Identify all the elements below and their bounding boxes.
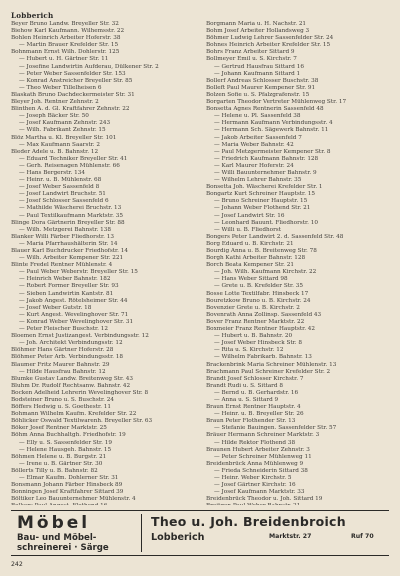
directory-entry: — Hermann Sch. Sägewerk Bahnstr. 11 (214, 127, 329, 134)
directory-entry: Blöhmer Peter Arb. Verbindungsstr. 18 (11, 354, 124, 361)
directory-entry: Böhm Anna Buchhaltgh. Friedhofstr. 19 (11, 432, 126, 439)
directory-entry: Bohnes Heinrich Arbeiter Krefelder Str. 15 (206, 42, 331, 49)
directory-entry: Braun Peter Flothender Str. 13 (206, 418, 296, 425)
ad-subline-2: schreinerei · Särge (17, 543, 109, 553)
directory-entry: Bohrs Franz Arbeiter Sittard 9 (206, 49, 295, 56)
directory-entry: — Anna u. S. Sittard 9 (214, 396, 279, 403)
directory-entry: — Eduard Techniker Breyeller Str. 41 (19, 155, 128, 162)
directory-entry: Bongartz Kurt Schreiner Hauptstr. 15 (206, 191, 315, 198)
directory-entry: — Josef Weber Sassenfeld 8 (19, 184, 100, 191)
directory-entry: — Joh. Architekt Verbindungsstr. 12 (19, 340, 123, 347)
directory-entry: Bongers Peter Landwirt 2. d. Sassenfeld Str. 48 (206, 233, 344, 240)
directory-entry: Bolleft Paul Maurer Kempener Str. 91 (206, 84, 316, 91)
directory-entry: Biehow Karl Kaufmann. Wilhemsstr. 22 (11, 28, 125, 35)
directory-entry: — Josef Gärtner Kirchstr. 16 (214, 482, 296, 489)
ad-title: Möbel (17, 513, 91, 533)
directory-entry: — Rita u. S. Kirchstr. 12 (214, 347, 284, 354)
directory-entry: — Hans Bergerstr. 134 (19, 169, 85, 176)
directory-entry: — Josef Landwirt Bruchstr. 51 (19, 191, 106, 198)
directory-entry: Brandt Josef Schlosser Kirchstr. 7 (206, 375, 304, 382)
directory-entry: Beyer Bruno Landw. Breyeller Str. 32 (11, 21, 119, 27)
directory-entry: — Paul Textilkaufmann Marktstr. 35 (19, 212, 123, 219)
directory-entry: — Wilhelm Lehrer Bahnstr. 35 (214, 177, 302, 184)
directory-entry (206, 503, 391, 505)
directory-entry: Bohlen Heinrich Arbeiter Hoferstr. 38 (11, 35, 121, 42)
directory-entry: — Willi Bauunternehmer Bahnstr. 9 (214, 169, 317, 176)
directory-entry: — Heinr. u. B. Mühlenstr. 68 (19, 177, 102, 184)
ad-contact-row (151, 532, 389, 550)
directory-entry: Böhlicker Oswald Textilwarenh. Breyeller Str. 63 (11, 418, 153, 425)
directory-entry: — Stefanie Bauingen. Sassenfelder Str. 57 (214, 425, 337, 432)
directory-entry: — Hermann Kaufmann Verbindungsstr. 4 (214, 120, 333, 127)
directory-entry: — Kurt Angest. Wevelinghover Str. 71 (19, 311, 129, 318)
directory-entry: — Konrad Anstreicher Breyeller Str. 85 (19, 77, 133, 84)
directory-entry: — Friedrich Kaufmann Bahnstr. 128 (214, 155, 319, 162)
ad-right-block (151, 514, 389, 550)
directory-entry: Bleder Adele u. B. Bahnstr. 12 (11, 148, 99, 155)
directory-entry: — Paul Weber Weberstr. Breyeller Str. 15 (19, 269, 138, 276)
page-number: 242 (11, 561, 23, 568)
directory-entry: Böltiker Leo Bauunternehmer Mühlenstr. 4 (11, 496, 136, 503)
directory-entry: Böhmer Ludwig Lehrer Sassenfelder Str. 24 (206, 35, 334, 42)
directory-entry: Bonsetta Agnes Rentnerin Sassenfeld 48 (206, 106, 324, 113)
directory-entry: — Frieda Schneiderin Sittard 38 (214, 467, 308, 474)
advertisement-box (11, 510, 389, 556)
directory-entry: Borch Beata Kempener Str. 21 (206, 262, 294, 269)
directory-entry: Bonsetta Joh. Wäscherei Krefelder Str. 1 (206, 184, 323, 191)
directory-entry: Borgmann Maria u. H. Nachstr. 21 (206, 21, 307, 27)
directory-entry: Boxmeier Franz Rentner Hauptstr. 42 (206, 326, 316, 333)
directory-entry: Blöhmer Hans Gärtner Hoferstr. 28 (11, 347, 114, 354)
directory-entry: Bollerf Andreas Schlosser Buschstr. 38 (206, 77, 319, 84)
directory-entry: Blauer Karl Buchdrucker Friedhofstr. 14 (11, 248, 129, 254)
directory-entry: — Heinr. u. B. Breyeller Str. 26 (214, 411, 304, 418)
directory-entry: Borgh Kathi Arbeiter Bahnstr. 128 (206, 255, 306, 262)
directory-entry: — Elly u. S. Sassenfelder Str. 19 (19, 439, 112, 446)
directory-entry: Blanker Willi Färber Fliedhorstr. 13 (11, 233, 114, 240)
directory-entry: — Karl Maurer Hoferstr. 24 (214, 162, 294, 169)
ad-subline-1: Bau- und Möbel- (17, 533, 97, 543)
directory-entry: Bleyer Joh. Rentner Zehnstr. 2 (11, 99, 99, 106)
directory-entry: — Peter Fleischer Buschstr. 12 (19, 326, 108, 333)
directory-entry: — Max Kaufmann Saarstr. 2 (19, 141, 100, 148)
directory-entry: Bräuer Hermann Schreiner Marktstr. 3 (206, 432, 320, 439)
directory-entry: — Wilh. Fabrikant Zehnstr. 15 (19, 127, 106, 134)
directory-entry: — Grete u. B. Krefelder Str. 35 (214, 283, 303, 290)
directory-entry: Bover Franz Rentner Marktstr. 22 (206, 318, 305, 325)
directory-entry: — Bruno Schreiner Hauptstr. 15 (214, 198, 308, 205)
directory-entry: — Jakob Angest. Rötelsheimer Str. 44 (19, 297, 128, 304)
directory-entry: — Mathilde Wäscherei Bruchstr. 13 (19, 205, 122, 212)
directory-entry: Bluhm Dr. Rudolf Rechtsanw. Bahnstr. 42 (11, 382, 131, 389)
directory-entry: Böhmen Helene u. B. Burgstr. 21 (11, 453, 107, 460)
directory-entry: Bohmann Wilhelm Kaufm. Krefelder Str. 22 (11, 411, 137, 418)
left-column (11, 21, 196, 505)
directory-entry (11, 503, 196, 505)
directory-entry: Blaumer Fritz Maurer Bahnstr. 29 (11, 361, 110, 368)
directory-entry: Bourdig Anna u. B. Breitenweg Str. 78 (206, 248, 317, 254)
directory-entry: — Jakob Arbeiter Sassenfeld 7 (214, 134, 302, 141)
directory-entry: Borg Eduard u. B. Kirchstr. 21 (206, 240, 294, 247)
directory-entry: — Josef Schlosser Sassenfeld 6 (19, 198, 109, 205)
page-heading: Lobberich (11, 11, 54, 20)
directory-entry: Blöz Martha u. Kl. Breyeller Str. 101 (11, 134, 117, 141)
directory-entry: Bovenzier Grete u. B. Kirchstr. 2 (206, 304, 300, 311)
directory-entry: Bosse Lotte Textilfabr. Hinsbeck 17 (206, 290, 309, 297)
directory-entry: Blumke Gustav Landw. Breitenweg Str. 43 (11, 375, 133, 382)
directory-entry: — Hubert u. B. Bahnstr. 20 (214, 333, 293, 340)
directory-entry: Bloemen Ernst Justizangest. Verbindungsstr. 12 (11, 333, 149, 340)
directory-entry: — Gerh. Reisenagen Mühlenstr. 66 (19, 162, 120, 169)
directory-entry: — Sieben Landwirtin Kantstr. 81 (19, 290, 114, 297)
directory-entry: — Joh. Wilh. Kaufmann Kirchstr. 22 (214, 269, 317, 276)
directory-entry: Böffers Hedwig u. S. Goethestr. 11 (11, 404, 111, 411)
ad-company-name: Theo u. Joh. Breidenbroich (151, 514, 346, 529)
directory-entry: Bohnmann Ernst Wilh. Dohlerstr. 125 (11, 49, 120, 56)
directory-entry: — Wilh. Metzgerei Bahnstr. 138 (19, 226, 112, 233)
directory-entry: Bonsmann Johann Färber Hinsbeck 89 (11, 482, 123, 489)
directory-entry: — Wilh. Arbeiter Kempener Str. 221 (19, 255, 124, 262)
ad-street: Marktstr. 27 (269, 533, 312, 540)
directory-entry: — Leonhard Bauunt. Fliedhorstr. 10 (214, 219, 318, 226)
directory-entry: Brachmann Paul Schreiner Krefelder Str. 2 (206, 368, 331, 375)
directory-entry: Braun Ernst Rentner Hauptstr. 4 (206, 404, 301, 411)
directory-entry: — Josefine Landwirtin Aufderau, Dülkener Str. 2 (19, 63, 159, 70)
directory-entry: Bohm Josef Arbeiter Hollandsweg 3 (206, 28, 310, 35)
ad-divider (141, 514, 142, 552)
directory-entry: — Hilde Rektor Flothend 38 (214, 439, 296, 446)
directory-entry: — Maria Weber Bahnstr. 42 (214, 141, 294, 148)
directory-entry: — Martin Brauer Krefelder Str. 15 (19, 42, 119, 49)
directory-entry: — Helene u. Pl. Sassenfeld 38 (214, 113, 301, 120)
directory-entry: — Hans Weber Sittard 98 (214, 276, 288, 283)
directory-entry: — Josef Weber Hinsbeck Str. 8 (214, 340, 302, 347)
directory-entry: Braunen Hubert Arbeiter Zehnstr. 3 (206, 446, 310, 453)
directory-entry: Bolzen Sofie u. S. Pfalzgrafenstr. 15 (206, 91, 310, 98)
directory-entry: Bonningen Josef Kraftfahrer Sittard 39 (11, 489, 124, 496)
directory-entry: Bocken Adelheid Lehrerin Wevelinghover Str. 8 (11, 389, 149, 396)
directory-entry: — Johann Weber Flothend Str. 21 (214, 205, 311, 212)
directory-entry: Bodsteiner Bruno u. S. Buschstr. 24 (11, 396, 114, 403)
directory-entry: Blinte Fredel Rentner Mühlenstr. 4 (11, 262, 113, 269)
directory-entry: Brackenbrink Maria Schreiner Mühlenstr. 13 (206, 361, 337, 368)
ad-phone: Ruf 70 (351, 533, 374, 540)
directory-entry: — Robert Former Breyeller Str. 93 (19, 283, 119, 290)
directory-entry: — Elmar Kaufm. Dohlerner Str. 31 (19, 475, 119, 481)
directory-entry: — Wilhelm Fabrikarb. Bahnstr. 13 (214, 354, 312, 361)
directory-entry: — Konrad Weber Wevelinghover Str. 31 (19, 318, 134, 325)
directory-entry: — Peter Weber Sassenfelder Str. 153 (19, 70, 126, 77)
directory-entry: — Paul Metzgermeister Kempener Str. 8 (214, 148, 331, 155)
directory-entry: — Johann Kaufmann Sittard 1 (214, 70, 301, 77)
directory-entry: Bollmeyer Emil u. S. Kirchstr. 7 (206, 56, 297, 63)
directory-entry: — Heinrich Weber Bahnstr. 182 (19, 276, 111, 283)
directory-entry: — Theo Weber Tillelheisen 6 (19, 84, 102, 91)
directory-entry: Bouretzkow Bruno u. B. Kirchstr. 24 (206, 297, 311, 304)
ad-left-block (11, 514, 139, 553)
directory-entry: Brandt Rudi u. S. Sittard 8 (206, 382, 283, 389)
directory-entry: — Willi u. B. Fliedhorst (214, 226, 282, 233)
directory-entry: Böker Josef Rentner Marktstr. 25 (11, 425, 107, 432)
directory-entry: — Helene Hausgeh. Bahnstr. 15 (19, 446, 112, 453)
directory-entry: — Hubert u. H. Gärtner Str. 11 (19, 56, 109, 63)
directory-entry: Breidenbrück Theodor u. Joh. Sittard 19 (206, 496, 323, 503)
directory-entry: — Heinr. Weber Kirchstr. 5 (214, 475, 292, 481)
directory-entry: Breidenbrück Anna Mühlenweg 9 (206, 460, 304, 467)
directory-entry: — Bernd u. B. Gerhardstr. 16 (214, 389, 299, 396)
directory-entry: Bovenrath Anna Zollinsp. Sassenfeld 43 (206, 311, 322, 318)
directory-entry: — Josef Kaufmann Marktstr. 33 (214, 489, 305, 496)
right-column (206, 21, 391, 505)
directory-entry: — Hilde Hausfrau Bahnstr. 12 (19, 368, 106, 375)
directory-entry: Blinthen A. d. Gl. Kraftfahrer Zehnstr. 22 (11, 106, 130, 113)
directory-entry: — Josef Landwirt Str. 16 (214, 212, 285, 219)
directory-entry: Blaskath Bruno Dachdeckermeister Str. 31 (11, 91, 135, 98)
ad-city: Lobberich (151, 532, 205, 543)
directory-entry: Borgarten Theodor Vertreter Mühlenweg Str. 17 (206, 99, 347, 106)
directory-entry: — Irene u. B. Gärtner Str. 30 (19, 460, 103, 467)
directory-entry: Blinge Dora Gärtnerin Breyeller Str. 88 (11, 219, 125, 226)
directory-entry: — Joseph Bäcker Str. 50 (19, 113, 89, 120)
directory-entry: Böllerts Tilly u. B. Bahnstr. 82 (11, 467, 98, 474)
directory-entry: — Josef Weber Gutstr. 18 (19, 304, 92, 311)
directory-entry: — Peter Schreiner Mühlenweg 11 (214, 453, 312, 460)
directory-entry: — Gertrud Hausfrau Sittard 16 (214, 63, 304, 70)
directory-entry: — Maria Pfarrhaushälterin Str. 14 (19, 240, 118, 247)
directory-entry: — Josef Kaufmann Zehnstr. 243 (19, 120, 111, 127)
